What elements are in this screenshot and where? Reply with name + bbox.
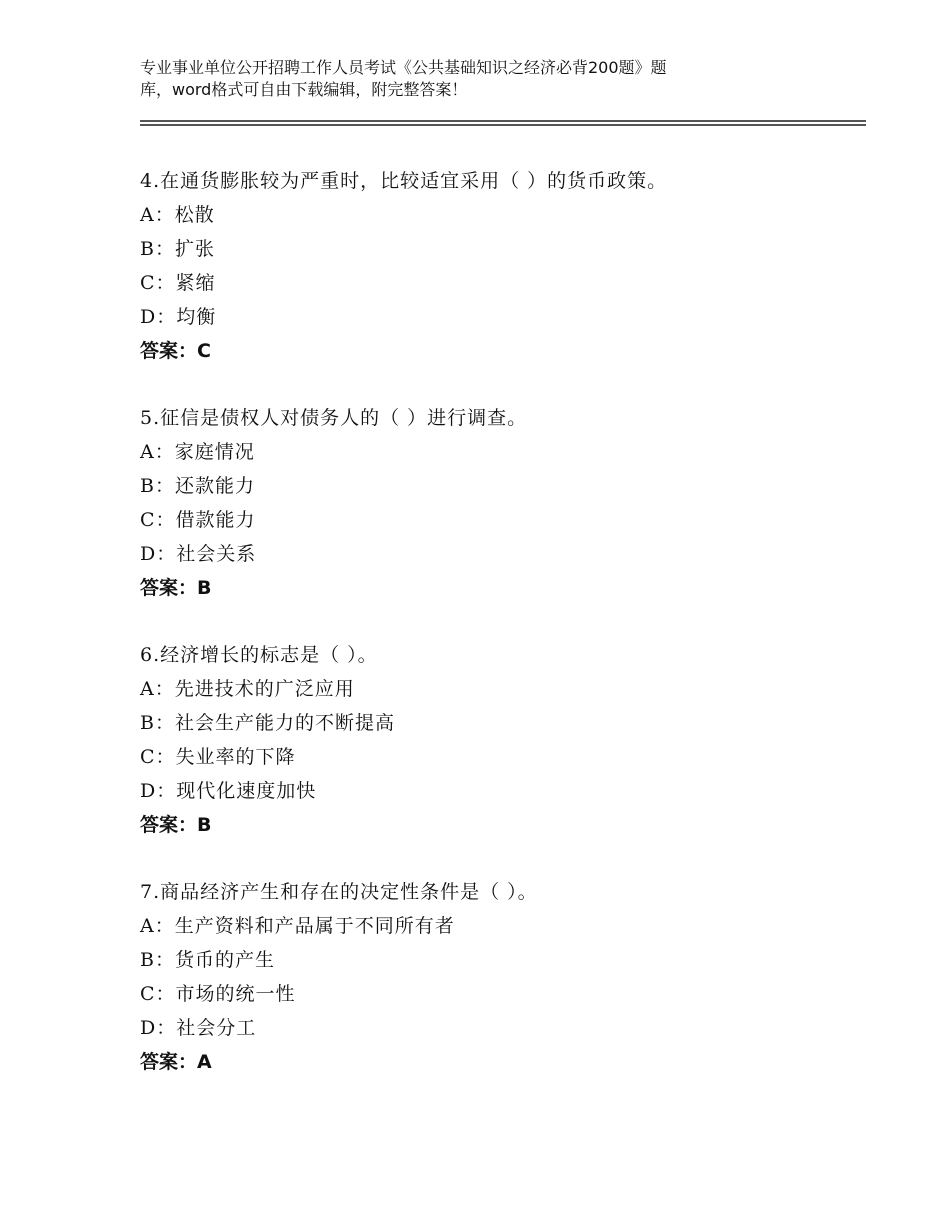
question-stem: 6.经济增长的标志是（ ）。 [140, 644, 378, 666]
option-a: A：松散 [140, 204, 215, 226]
question-6 [140, 638, 860, 842]
option-a: A：生产资料和产品属于不同所有者 [140, 915, 455, 937]
option-d: D：社会分工 [140, 1017, 257, 1039]
option-b: B：还款能力 [140, 475, 255, 497]
header-line-1: 专业事业单位公开招聘工作人员考试《公共基础知识之经济必背200题》题 [140, 58, 667, 77]
question-stem: 4.在通货膨胀较为严重时，比较适宜采用（ ）的货币政策。 [140, 170, 668, 192]
option-b: B：货币的产生 [140, 949, 275, 971]
header-divider-bottom [140, 124, 866, 126]
question-7 [140, 875, 860, 1079]
answer: 答案：B [140, 577, 212, 599]
answer: 答案：B [140, 814, 212, 836]
question-5 [140, 401, 860, 605]
option-a: A：家庭情况 [140, 441, 255, 463]
option-b: B：社会生产能力的不断提高 [140, 712, 395, 734]
question-stem: 5.征信是债权人对债务人的（ ）进行调查。 [140, 407, 528, 429]
question-4 [140, 164, 860, 368]
document-header [140, 57, 780, 101]
option-a: A：先进技术的广泛应用 [140, 678, 355, 700]
option-c: C：市场的统一性 [140, 983, 296, 1005]
option-d: D：社会关系 [140, 543, 257, 565]
option-d: D：现代化速度加快 [140, 780, 317, 802]
question-list [140, 164, 860, 1112]
header-line-2: 库，word格式可自由下载编辑，附完整答案！ [140, 80, 468, 99]
option-b: B：扩张 [140, 238, 215, 260]
header-divider-top [140, 120, 866, 122]
option-c: C：借款能力 [140, 509, 256, 531]
answer: 答案：C [140, 340, 211, 362]
option-c: C：紧缩 [140, 272, 216, 294]
option-d: D：均衡 [140, 306, 217, 328]
option-c: C：失业率的下降 [140, 746, 296, 768]
question-stem: 7.商品经济产生和存在的决定性条件是（ ）。 [140, 881, 538, 903]
answer: 答案：A [140, 1051, 212, 1073]
